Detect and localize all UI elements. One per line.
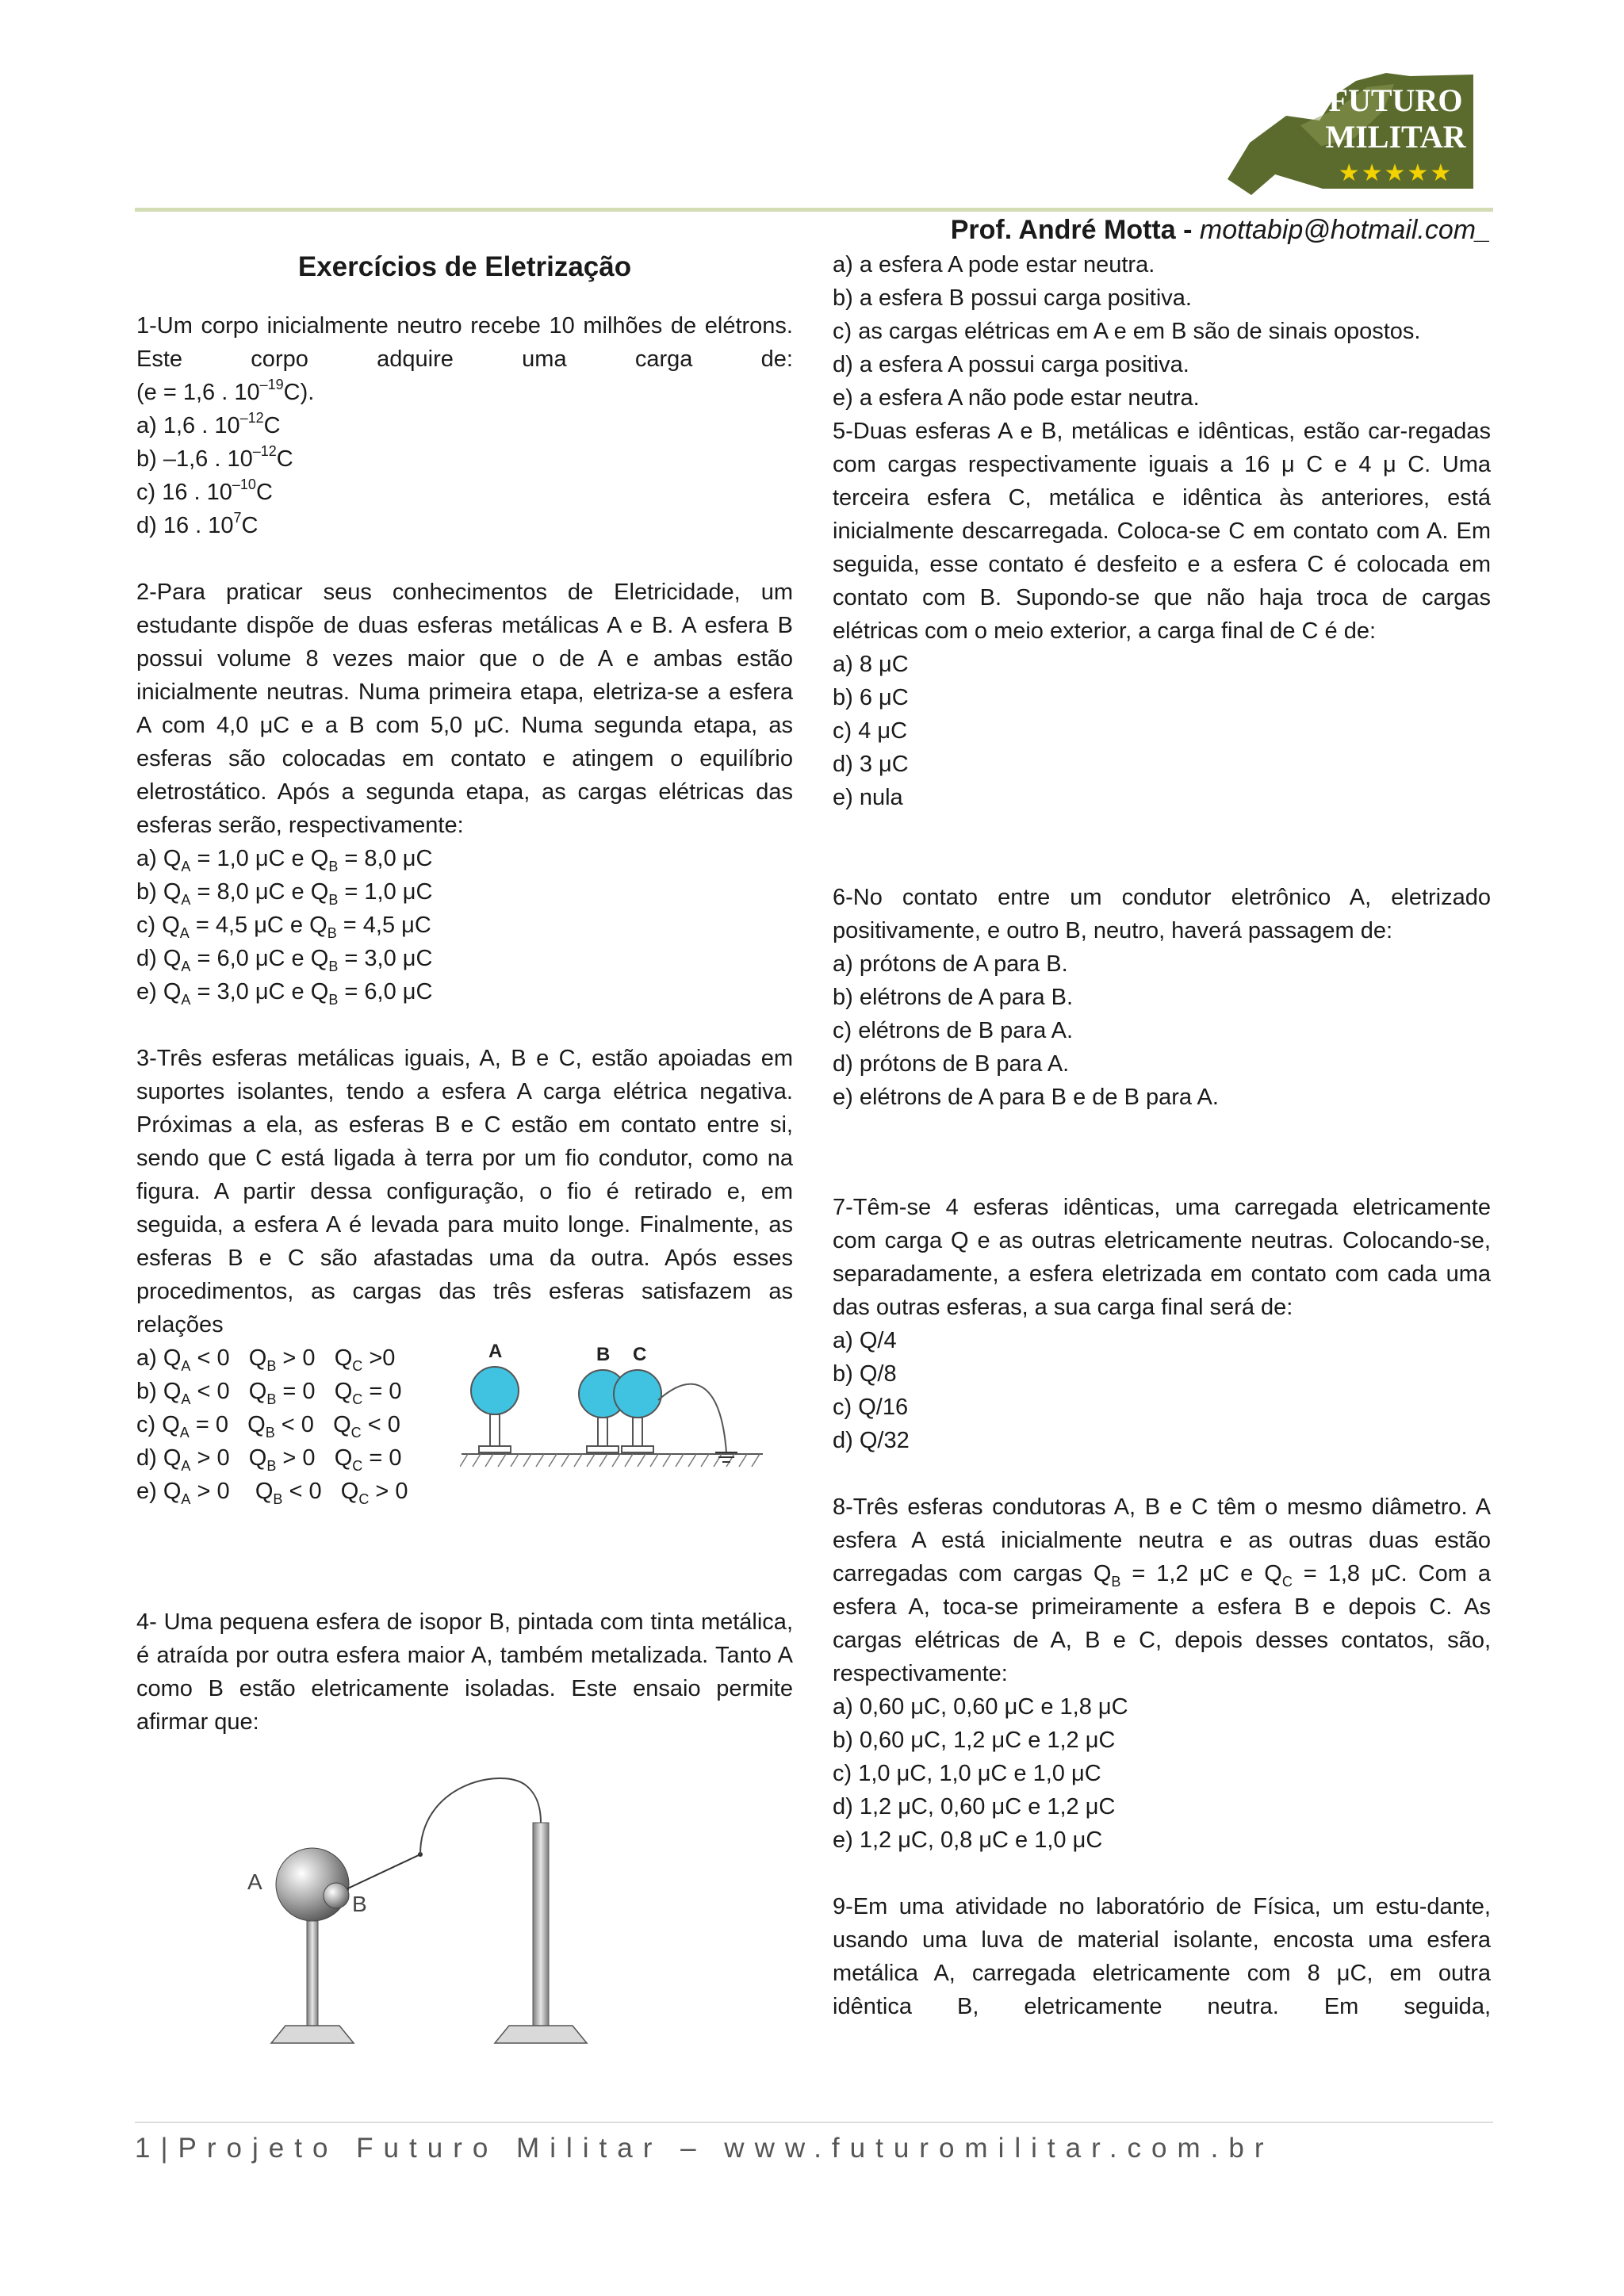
q5-option-a: a) 8 μC (833, 652, 909, 677)
logo-line2: MILITAR (1325, 119, 1466, 155)
sphere-a (471, 1367, 519, 1452)
q8-option-d: d) 1,2 μC, 0,60 μC e 1,2 μC (833, 1794, 1116, 1820)
q2-option-b: b) $Q_A = 8,0$ μC e $Q_B = 1,0$ μC (136, 879, 433, 908)
q5-option-b: b) 6 μC (833, 685, 909, 710)
question-3 (136, 1042, 793, 1508)
question-5 (833, 415, 1491, 814)
q7-option-b: b) Q/8 (833, 1361, 897, 1387)
q3-text: 3-Três esferas metálicas iguais, A, B e C, estão apoiadas em suportes isolantes, tendo a esfera A carga elétrica negativa. Próximas a ela, as esferas B e C estão em contato entre si, sendo que C está ligada à terra por um fio condutor, como na figura. A partir dessa configuração, o fio é retirado e, em seguida, a esfera A é levada para muito longe. Finalmente, as esferas B e C são afastadas uma da outra. Após esses procedimentos, as cargas das três esferas satisfazem as relações (136, 1046, 793, 1337)
q5-text: 5-Duas esferas A e B, metálicas e idênticas, estão car-regadas com cargas respectivamente iguais a 16 μ C e 4 μ C. Uma terceira esfera C, metálica e idêntica às anteriores, está inicialmente descarregada. Coloca-se C em contato com A. Em seguida, esse contato é desfeito e a esfera C é colocada em contato com B. Supondo-se que não haja troca de cargas elétricas com o meio exterior, a carga final de C é de: (833, 419, 1491, 644)
futuro-militar-logo (1228, 70, 1473, 195)
q3-option-e: e) $Q_A > 0$ $Q_B < 0$ $Q_C > 0$ (136, 1479, 408, 1507)
q1-option-a: a) 1,6 . $10^{-12}C$ (136, 410, 281, 438)
q1-text: 1-Um corpo inicialmente neutro recebe 10 milhões de elétrons. Este corpo adquire uma carga de: (136, 313, 793, 372)
q2-option-c: c) $Q_A = 4,5$ μC e $Q_B = 4,5$ μC (136, 913, 431, 941)
large-sphere-a (271, 1848, 354, 2043)
question-8 (833, 1490, 1491, 1857)
q6-option-d: d) prótons de B para A. (833, 1051, 1070, 1077)
question-4 (136, 1605, 793, 2072)
q5-option-e: e) nula (833, 785, 903, 810)
q4-pendulum-figure (247, 1753, 691, 2062)
q4-option-b: b) a esfera B possui carga positiva. (833, 285, 1192, 311)
q2-option-d: d) $Q_A = 6,0$ μC e $Q_B = 3,0$ μC (136, 946, 433, 974)
q6-option-a: a) prótons de A para B. (833, 951, 1068, 977)
q3-option-c: c) $Q_A = 0$ $Q_B < 0$ $Q_C < 0$ (136, 1412, 400, 1441)
author-email: mottabip@hotmail.com_ (1199, 215, 1491, 245)
q8-text: 8-Três esferas condutoras A, B e C têm o mesmo diâmetro. A esfera A está inicialmente neutra e as outras duas estão carregadas com cargas $Q_B = 1,2$ μC e $Q_C = 1,8$ μC. Com a esfera A, toca-se primeiramente a esfera B e depois C. As cargas elétricas de A, B e C, depois desses contatos, são, respectivamente: (833, 1494, 1491, 1686)
fig3-label-b: B (596, 1344, 611, 1365)
q2-text: 2-Para praticar seus conhecimentos de Eletricidade, um estudante dispõe de duas esferas metálicas A e B. A esfera B possui volume 8 vezes maior que o de A e ambas estão inicialmente neutras. Numa primeira etapa, eletriza-se a esfera A com 4,0 μC e a B com 5,0 μC. Numa segunda etapa, as esferas são colocadas em contato e atingem o equilíbrio eletrostático. Após a segunda etapa, as cargas elétricas das esferas serão, respectivamente: (136, 580, 793, 838)
q7-text: 7-Têm-se 4 esferas idênticas, uma carregada eletricamente com carga Q e as outras eletricamente neutras. Colocando-se, separadamente, a esfera eletrizada em contato com cada uma das outras esferas, a sua carga final será de: (833, 1195, 1491, 1320)
q3-option-d: d) $Q_A > 0$ $Q_B > 0$ $Q_C = 0$ (136, 1445, 402, 1474)
question-7 (833, 1191, 1491, 1457)
q7-option-c: c) Q/16 (833, 1395, 909, 1420)
q3-option-b: b) $Q_A < 0$ $Q_B = 0$ $Q_C = 0$ (136, 1379, 402, 1407)
q3-option-a: a) $Q_A < 0$ $Q_B > 0$ $Q_C >0$ (136, 1345, 396, 1374)
fig3-label-a: A (488, 1341, 503, 1362)
q1-given: (e = 1,6 . $10^{-19}C$). (136, 377, 315, 405)
footer-rule (135, 2122, 1493, 2123)
q2-option-e: e) $Q_A = 3,0$ μC e $Q_B = 6,0$ μC (136, 979, 433, 1008)
q8-option-e: e) 1,2 μC, 0,8 μC e 1,0 μC (833, 1827, 1103, 1853)
author-name: Prof. André Motta - (950, 215, 1200, 245)
q4-option-d: d) a esfera A possui carga positiva. (833, 352, 1189, 377)
q6-option-b: b) elétrons de A para B. (833, 985, 1074, 1010)
q6-text: 6-No contato entre um condutor eletrônico A, eletrizado positivamente, e outro B, neutro, haverá passagem de: (833, 885, 1491, 943)
logo-line1: FUTURO (1328, 82, 1463, 118)
question-6 (833, 881, 1491, 1114)
q5-option-d: d) 3 μC (833, 752, 909, 777)
q1-option-d: d) 16 . $10^7C$ (136, 510, 259, 538)
q9-text: 9-Em uma atividade no laboratório de Física, um estu-dante, usando uma luva de material isolante, encosta uma esfera metálica A, carregada eletricamente com 8 μC, em outra idêntica B, eletricamente neutra. Em seguida, (833, 1894, 1491, 2019)
q4-option-a: a) a esfera A pode estar neutra. (833, 252, 1155, 277)
logo-emblem (1228, 70, 1473, 195)
q7-option-d: d) Q/32 (833, 1428, 910, 1453)
support-stand (420, 1778, 587, 2043)
author-line (793, 211, 1491, 249)
q4-option-e: e) a esfera A não pode estar neutra. (833, 385, 1200, 411)
sphere-c (614, 1370, 661, 1452)
q6-option-e: e) elétrons de A para B e de B para A. (833, 1085, 1219, 1110)
question-2 (136, 576, 793, 1008)
q3-options-block (136, 1341, 793, 1508)
fig3-label-c: C (633, 1344, 647, 1365)
page-footer: 1|Projeto Futuro Militar – www.futuromilitar.com.br (135, 2133, 1274, 2164)
q8-option-c: c) 1,0 μC, 1,0 μC e 1,0 μC (833, 1761, 1101, 1786)
q4-option-c: c) as cargas elétricas em A e em B são de sinais opostos. (833, 319, 1421, 344)
question-9 (833, 1890, 1491, 2023)
q1-option-c: c) 16 . $10^{-10}C$ (136, 476, 273, 505)
ground-wire (658, 1384, 726, 1452)
page-title: Exercícios de Eletrização (297, 251, 632, 282)
fig4-label-a: A (247, 1869, 262, 1894)
q4-options (833, 248, 1491, 415)
q3-spheres-figure (460, 1341, 769, 1481)
fig4-label-b: B (352, 1892, 367, 1916)
logo-stars: ★★★★★ (1338, 159, 1454, 187)
q2-option-a: a) $Q_A = 1,0$ μC e $Q_B = 8,0$ μC (136, 846, 433, 874)
q5-option-c: c) 4 μC (833, 718, 908, 744)
q4-text: 4- Uma pequena esfera de isopor B, pintada com tinta metálica, é atraída por outra esfera maior A, também metalizada. Tanto A como B estão eletricamente isoladas. Este ensaio permite afirmar que: (136, 1609, 793, 1735)
right-column (833, 248, 1491, 2023)
q1-option-b: b) –1,6 . $10^{-12}C$ (136, 443, 293, 472)
q6-option-c: c) elétrons de B para A. (833, 1018, 1074, 1043)
left-column (136, 248, 793, 2072)
q8-option-b: b) 0,60 μC, 1,2 μC e 1,2 μC (833, 1728, 1116, 1753)
ground-hatching (460, 1454, 760, 1467)
q7-option-a: a) Q/4 (833, 1328, 897, 1353)
q8-option-a: a) 0,60 μC, 0,60 μC e 1,8 μC (833, 1694, 1128, 1720)
question-1 (136, 309, 793, 542)
